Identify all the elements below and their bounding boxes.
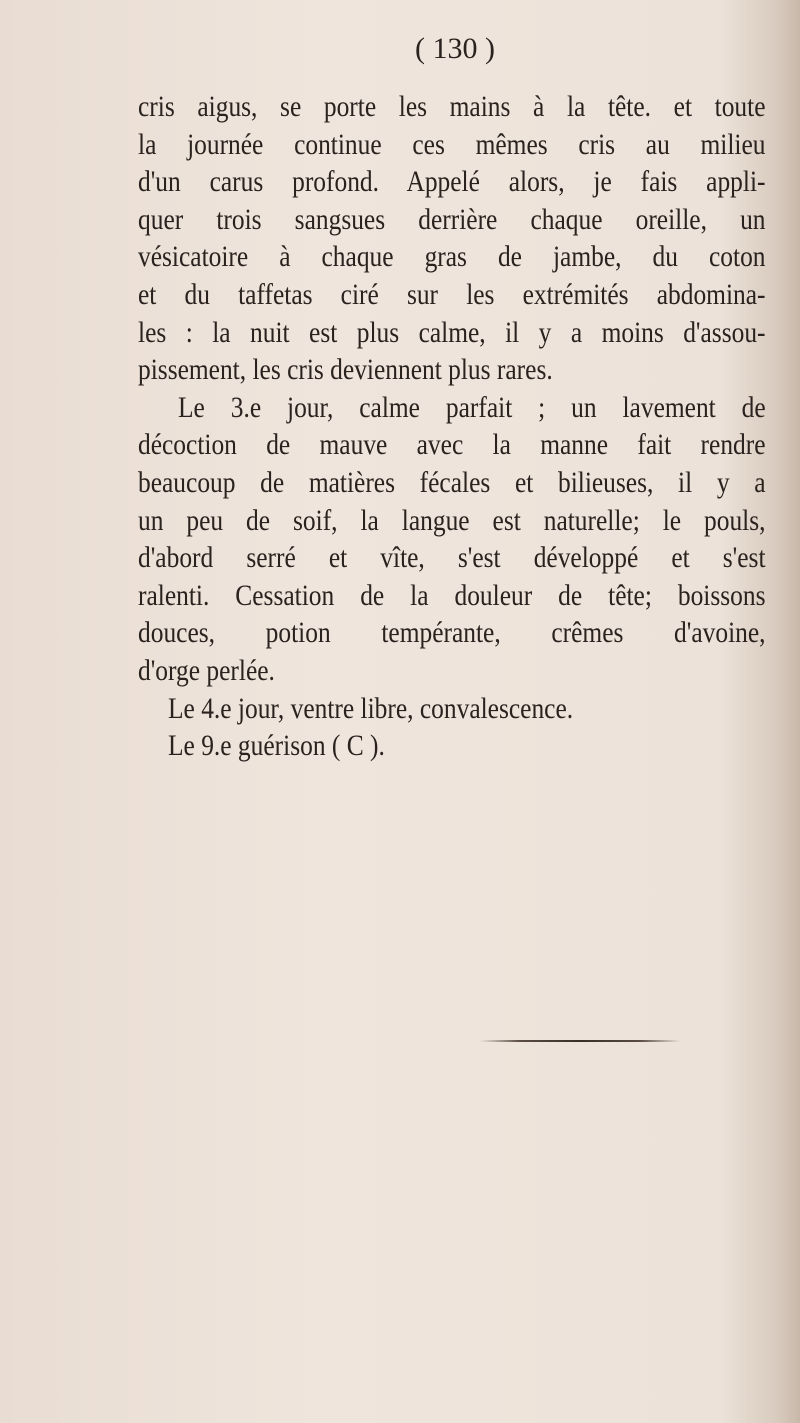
text-line: d'abord serré et vîte, s'est développé et s'est: [138, 541, 766, 575]
text-line: ralenti. Cessation de la douleur de tête; boissons: [138, 578, 766, 612]
text-line: vésicatoire à chaque gras de jambe, du coton: [138, 240, 766, 274]
text-line: cris aigus, se porte les mains à la tête. et toute: [138, 90, 766, 123]
text-line: la journée continue ces mêmes cris au milieu: [138, 127, 766, 161]
text-line: douces, potion tempérante, crêmes d'avoine,: [138, 616, 766, 650]
text-line: beaucoup de matières fécales et bilieuses, il y a: [138, 466, 766, 499]
text-line: d'orge perlée.: [138, 654, 275, 687]
text-line: Le 3.e jour, calme parfait ; un lavement de: [178, 390, 766, 424]
text-line: et du taffetas ciré sur les extrémités abdomina-: [138, 278, 766, 311]
page-number: ( 130 ): [415, 32, 495, 65]
text-line: décoction de mauve avec la manne fait rendre: [138, 428, 766, 462]
text-line: pissement, les cris deviennent plus rares.: [138, 353, 553, 387]
text-line: les : la nuit est plus calme, il y a moins d'assou-: [138, 315, 766, 349]
text-line: Le 4.e jour, ventre libre, convalescence.: [168, 691, 574, 725]
section-divider: [480, 1040, 680, 1042]
text-line: un peu de soif, la langue est naturelle; le pouls,: [138, 503, 766, 537]
text-line: quer trois sangsues derrière chaque oreille, un: [138, 202, 766, 236]
text-line: Le 9.e guérison ( C ).: [168, 729, 385, 763]
text-line: d'un carus profond. Appelé alors, je fais appli-: [138, 165, 766, 199]
